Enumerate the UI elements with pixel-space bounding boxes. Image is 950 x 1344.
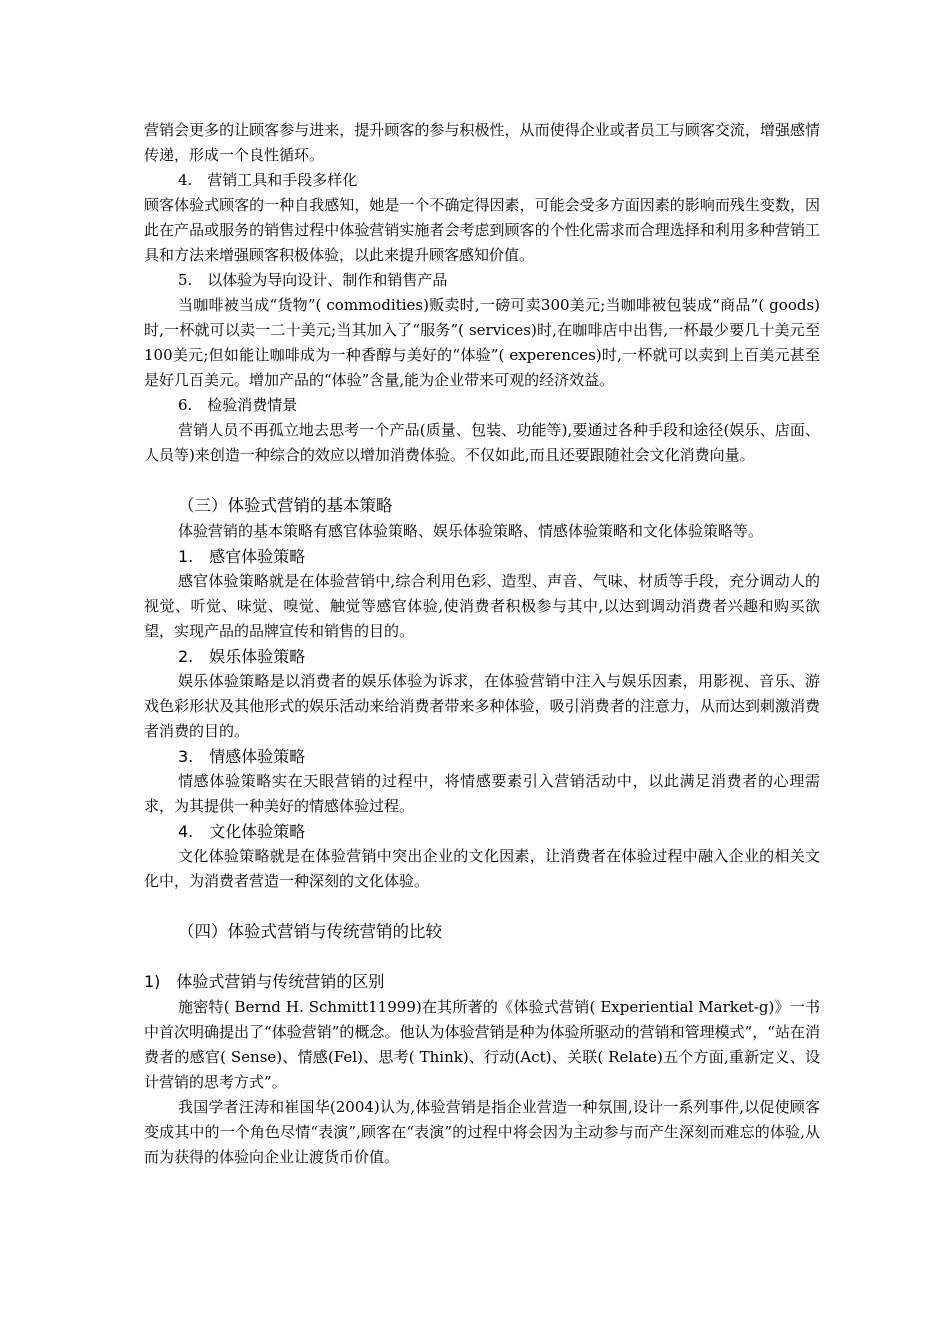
- strategy-1-heading: 1. 感官体验策略: [178, 547, 306, 566]
- subsection-1-paragraph-2: 我国学者汪涛和崔国华(2004)认为,体验营销是指企业营造一种氛围,设计一系列事件,以促使顾客变成其中的一个角色尽情“表演”,顾客在“表演”的过程中将会因为主动参与而产生深刻而难忘的体验,从而为获得的体验向企业让渡货币价值。: [144, 1098, 820, 1166]
- item-6-text: 营销人员不再孤立地去思考一个产品(质量、包装、功能等),要通过各种手段和途径(娱乐、店面、人员等)来创造一种综合的效应以增加消费体验。不仅如此,而且还要跟随社会文化消费向量。: [144, 421, 820, 464]
- strategy-3-heading: 3. 情感体验策略: [178, 747, 306, 766]
- subsection-1-heading: 1) 体验式营销与传统营销的区别: [144, 972, 385, 991]
- item-6-title: 6. 检验消费情景: [178, 396, 298, 414]
- item-4-title: 4. 营销工具和手段多样化: [178, 171, 358, 189]
- section-3-heading: （三）体验式营销的基本策略: [178, 496, 393, 515]
- section-4-heading: （四）体验式营销与传统营销的比较: [178, 922, 442, 941]
- strategy-4-heading: 4. 文化体验策略: [178, 822, 306, 841]
- intro-paragraph: 营销会更多的让顾客参与进来，提升顾客的参与积极性，从而使得企业或者员工与顾客交流，增强感情传递，形成一个良性循环。: [144, 121, 820, 164]
- document-page: [144, 118, 820, 1170]
- item-5-title: 5. 以体验为导向设计、制作和销售产品: [178, 271, 448, 289]
- strategy-4-text: 文化体验策略就是在体验营销中突出企业的文化因素，让消费者在体验过程中融入企业的相关文化中，为消费者营造一种深刻的文化体验。: [144, 847, 820, 890]
- item-5-text: 当咖啡被当成“货物”( commodities)贩卖时,一磅可卖300美元;当咖啡被包装成“商品”( goods)时,一杯就可以卖一二十美元;当其加入了“服务”( services)时,在咖啡店中出售,一杯最少要几十美元至100美元;但如能让咖啡成为一种香醇与美好的“体验”( experences)时,一杯就可以卖到上百美元甚至是好几百美元。增加产品的“体验”含量,能为企业带来可观的经济效益。: [144, 296, 820, 389]
- strategy-1-text: 感官体验策略就是在体验营销中,综合利用色彩、造型、声音、气味、材质等手段，充分调动人的视觉、听觉、味觉、嗅觉、触觉等感官体验,使消费者积极参与其中,以达到调动消费者兴趣和购买欲望，实现产品的品牌宣传和销售的目的。: [144, 572, 820, 640]
- strategy-2-text: 娱乐体验策略是以消费者的娱乐体验为诉求，在体验营销中注入与娱乐因素，用影视、音乐、游戏色彩形状及其他形式的娱乐活动来给消费者带来多种体验，吸引消费者的注意力，从而达到刺激消费者消费的目的。: [144, 672, 820, 740]
- strategy-2-heading: 2. 娱乐体验策略: [178, 647, 306, 666]
- strategy-3-text: 情感体验策略实在天眼营销的过程中，将情感要素引入营销活动中，以此满足消费者的心理需求，为其提供一种美好的情感体验过程。: [144, 772, 820, 815]
- subsection-1-paragraph-1: 施密特( Bernd H. Schmitt11999)在其所著的《体验式营销( Experiential Market-g)》一书中首次明确提出了“体验营销”的概念。他认为体验营销是种为体验所驱动的营销和管理模式”，“站在消费者的感官( Sense)、情感(Fel)、思考( Think)、行动(Act)、关联( Relate)五个方面,重新定义、设计营销的思考方式”。: [144, 998, 820, 1091]
- section-3-intro: 体验营销的基本策略有感官体验策略、娱乐体验策略、情感体验策略和文化体验策略等。: [178, 522, 764, 540]
- item-4-text: 顾客体验式顾客的一种自我感知，她是一个不确定得因素，可能会受多方面因素的影响而残生变数，因此在产品或服务的销售过程中体验营销实施者会考虑到顾客的个性化需求而合理选择和利用多种营销工具和方法来增强顾客积极体验，以此来提升顾客感知价值。: [144, 196, 820, 264]
